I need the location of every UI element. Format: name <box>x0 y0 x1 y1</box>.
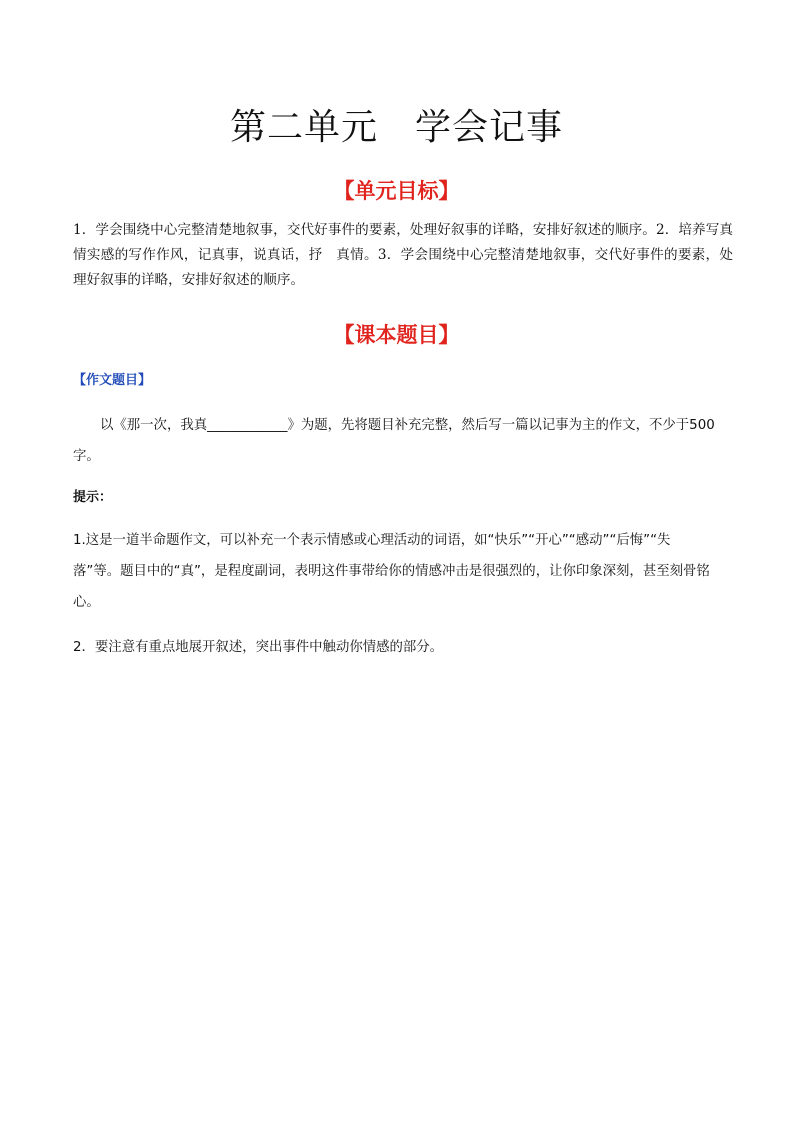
essay-topic-heading: 【作文题目】 <box>73 373 152 388</box>
essay-prompt: 以《那一次，我真____________》为题，先将题目补充完整，然后写一篇以记事为主的作文，不少于500 字。 <box>73 418 715 464</box>
hint-item-1: 1.这是一道半命题作文，可以补充一个表示情感或心理活动的词语，如“快乐”“开心”“感动”“后悔”“失落”等。题目中的“真”，是程度副词，表明这件事带给你的情感冲击是很强烈的，让你印象深刻，甚至刻骨铭心。 <box>73 533 710 610</box>
hints-heading: 提示： <box>73 490 113 505</box>
unit-goal-heading: 【单元目标】 <box>333 179 460 203</box>
textbook-heading: 【课本题目】 <box>333 323 460 347</box>
hint-item-2: 2．要注意有重点地展开叙述，突出事件中触动你情感的部分。 <box>73 640 444 655</box>
unit-goal-text: 1．学会围绕中心完整清楚地叙事，交代好事件的要素，处理好叙事的详略，安排好叙述的顺序。2．培养写真情实感的写作作风，记真事，说真话，抒 真情。3．学会围绕中心完整清楚地叙事，交代好事件的要素，处理好叙事的详略，安排好叙述的顺序。 <box>73 222 733 288</box>
page-title: 第二单元 学会记事 <box>229 107 563 148</box>
